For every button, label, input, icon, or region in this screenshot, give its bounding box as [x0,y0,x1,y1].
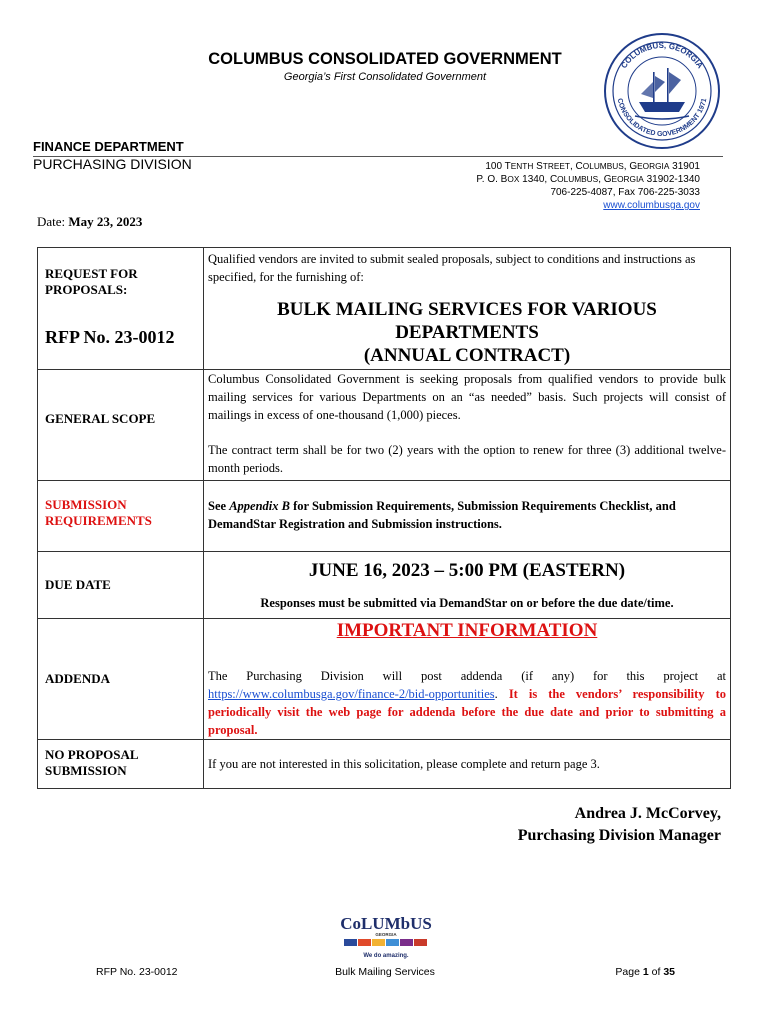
logo-color-bar [400,939,413,946]
seal-top-text: COLUMBUS, GEORGIA [619,40,705,71]
general-scope-label: GENERAL SCOPE [45,411,156,426]
table-row-divider [37,618,731,619]
logo-state: GEORGIA [375,932,397,937]
logo-color-bar [372,939,385,946]
footer-rfp-number: RFP No. 23-0012 [96,966,178,978]
logo-wordmark: CoLUMbUS [340,914,432,933]
address-line-2: P. O. BOX 1340, COLUMBUS, GEORGIA 31902-1340 [476,174,700,185]
logo-color-bar [414,939,427,946]
table-row-divider [37,739,731,740]
logo-color-bar [344,939,357,946]
general-scope-text: Columbus Consolidated Government is seeking proposals from qualified vendors to provide bulk mailing services for various Departments on an “as needed” basis. Such projects will consist of mailings in excess of one-thousand (1,000) pieces. [208,372,726,422]
rfp-label: REQUEST FOR PROPOSALS: [45,266,138,297]
document-title: COLUMBUS CONSOLIDATED GOVERNMENT [208,50,562,68]
table-column-divider [203,247,204,789]
columbus-logo [336,912,436,962]
table-row-divider [37,551,731,552]
important-information-heading: IMPORTANT INFORMATION [336,620,598,641]
submission-requirements-label: SUBMISSION REQUIREMENTS [45,497,152,528]
submission-requirements-text: See Appendix B for Submission Requirements, Submission Requirements Checklist, and DemandStar Registration and Submission instructions. [208,499,676,531]
due-date-value: JUNE 16, 2023 – 5:00 PM (EASTERN) [308,560,626,581]
due-date-label: DUE DATE [45,577,111,592]
rfp-intro: Qualified vendors are invited to submit sealed proposals, subject to conditions and instructions as specified, for the furnishing of: [208,252,696,284]
addenda-text: The Purchasing Division will post addenda (if any) for this project at https://www.columbusga.gov/finance-2/bid-opportunities. It is the vendors’ responsibility to periodically visit the web page for addenda before the due date and prior to submitting a proposal. [208,669,726,737]
logo-color-bar [358,939,371,946]
header-divider [33,156,723,157]
contract-term-text: The contract term shall be for two (2) years with the option to renew for three (3) additional twelve-month periods. [208,443,726,475]
due-date-note: Responses must be submitted via DemandStar on or before the due date/time. [260,596,674,610]
ship-seal-icon [603,32,721,150]
logo-tagline: We do amazing. [363,953,409,959]
phone-fax: 706-225-4087, Fax 706-225-3033 [550,187,700,198]
rfp-number: RFP No. 23-0012 [45,327,175,347]
no-proposal-text: If you are not interested in this solicitation, please complete and return page 3. [208,757,600,771]
no-proposal-label: NO PROPOSAL SUBMISSION [45,747,139,778]
seal-bottom-text: CONSOLIDATED GOVERNMENT 1971 [615,97,709,139]
signatory-name: Andrea J. McCorvey, [574,805,721,822]
document-date: Date: May 23, 2023 [37,214,143,229]
footer-title: Bulk Mailing Services [335,966,435,978]
bid-opportunities-link[interactable]: https://www.columbusga.gov/finance-2/bid-opportunities [208,687,495,701]
document-subtitle: Georgia’s First Consolidated Government [283,71,487,83]
table-row-divider [37,480,731,481]
logo-color-bar [386,939,399,946]
rfp-title: BULK MAILING SERVICES FOR VARIOUS DEPARTMENTS (ANNUAL CONTRACT) [277,299,657,366]
addenda-label: ADDENDA [45,671,110,686]
page-number: Page 1 of 35 [615,966,675,978]
signatory-title: Purchasing Division Manager [517,827,721,844]
website-link[interactable]: www.columbusga.gov [603,200,700,211]
address-line-1: 100 TENTH STREET, COLUMBUS, GEORGIA 31901 [485,161,700,172]
division-name: PURCHASING DIVISION [33,156,192,172]
department-name: FINANCE DEPARTMENT [33,139,184,154]
